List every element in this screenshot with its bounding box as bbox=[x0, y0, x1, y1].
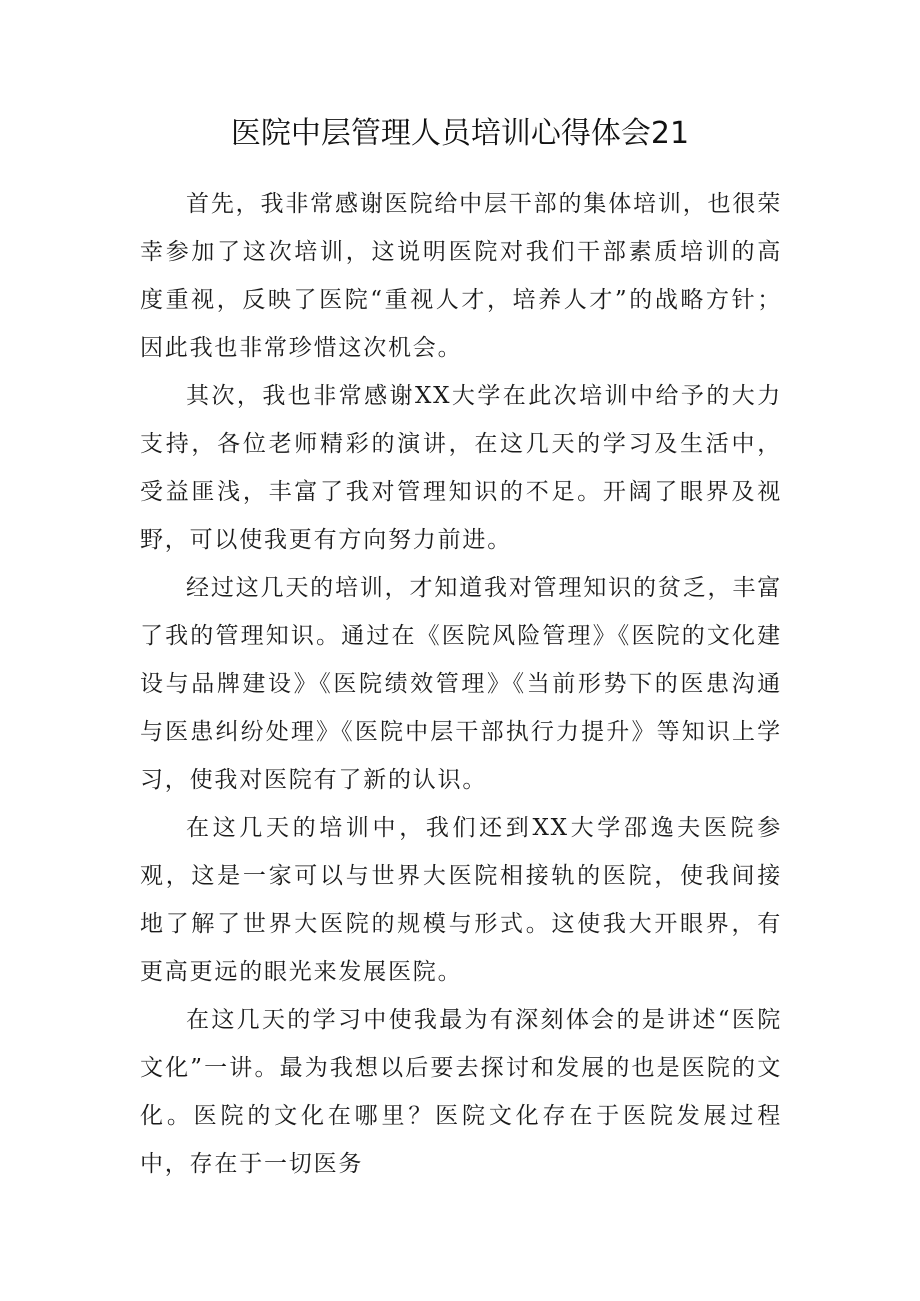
document-title: 医院中层管理人员培训心得体会21 bbox=[230, 116, 690, 151]
paragraph-5: 在这几天的学习中使我最为有深刻体会的是讲述“医院文化”一讲。最为我想以后要去探讨和发展的也是医院的文化。医院的文化在哪里？医院文化存在于医院发展过程中，存在于一切医务 bbox=[140, 1007, 782, 1177]
paragraph-1: 首先，我非常感谢医院给中层干部的集体培训，也很荣幸参加了这次培训，这说明医院对我们干部素质培训的高度重视，反映了医院“重视人才，培养人才”的战略方针；因此我也非常珍惜这次机会。 bbox=[140, 191, 782, 361]
document-body bbox=[140, 180, 782, 1188]
paragraph-3: 经过这几天的培训，才知道我对管理知识的贫乏，丰富了我的管理知识。通过在《医院风险管理》《医院的文化建设与品牌建设》《医院绩效管理》《当前形势下的医患沟通与医患纠纷处理》《医院中层干部执行力提升》等知识上学习，使我对医院有了新的认识。 bbox=[140, 575, 782, 793]
paragraph-4: 在这几天的培训中，我们还到XX大学邵逸夫医院参观，这是一家可以与世界大医院相接轨的医院，使我间接地了解了世界大医院的规模与形式。这使我大开眼界，有更高更远的眼光来发展医院。 bbox=[140, 815, 782, 985]
paragraph-2: 其次，我也非常感谢XX大学在此次培训中给予的大力支持，各位老师精彩的演讲，在这几天的学习及生活中，受益匪浅，丰富了我对管理知识的不足。开阔了眼界及视野，可以使我更有方向努力前进。 bbox=[140, 383, 782, 553]
